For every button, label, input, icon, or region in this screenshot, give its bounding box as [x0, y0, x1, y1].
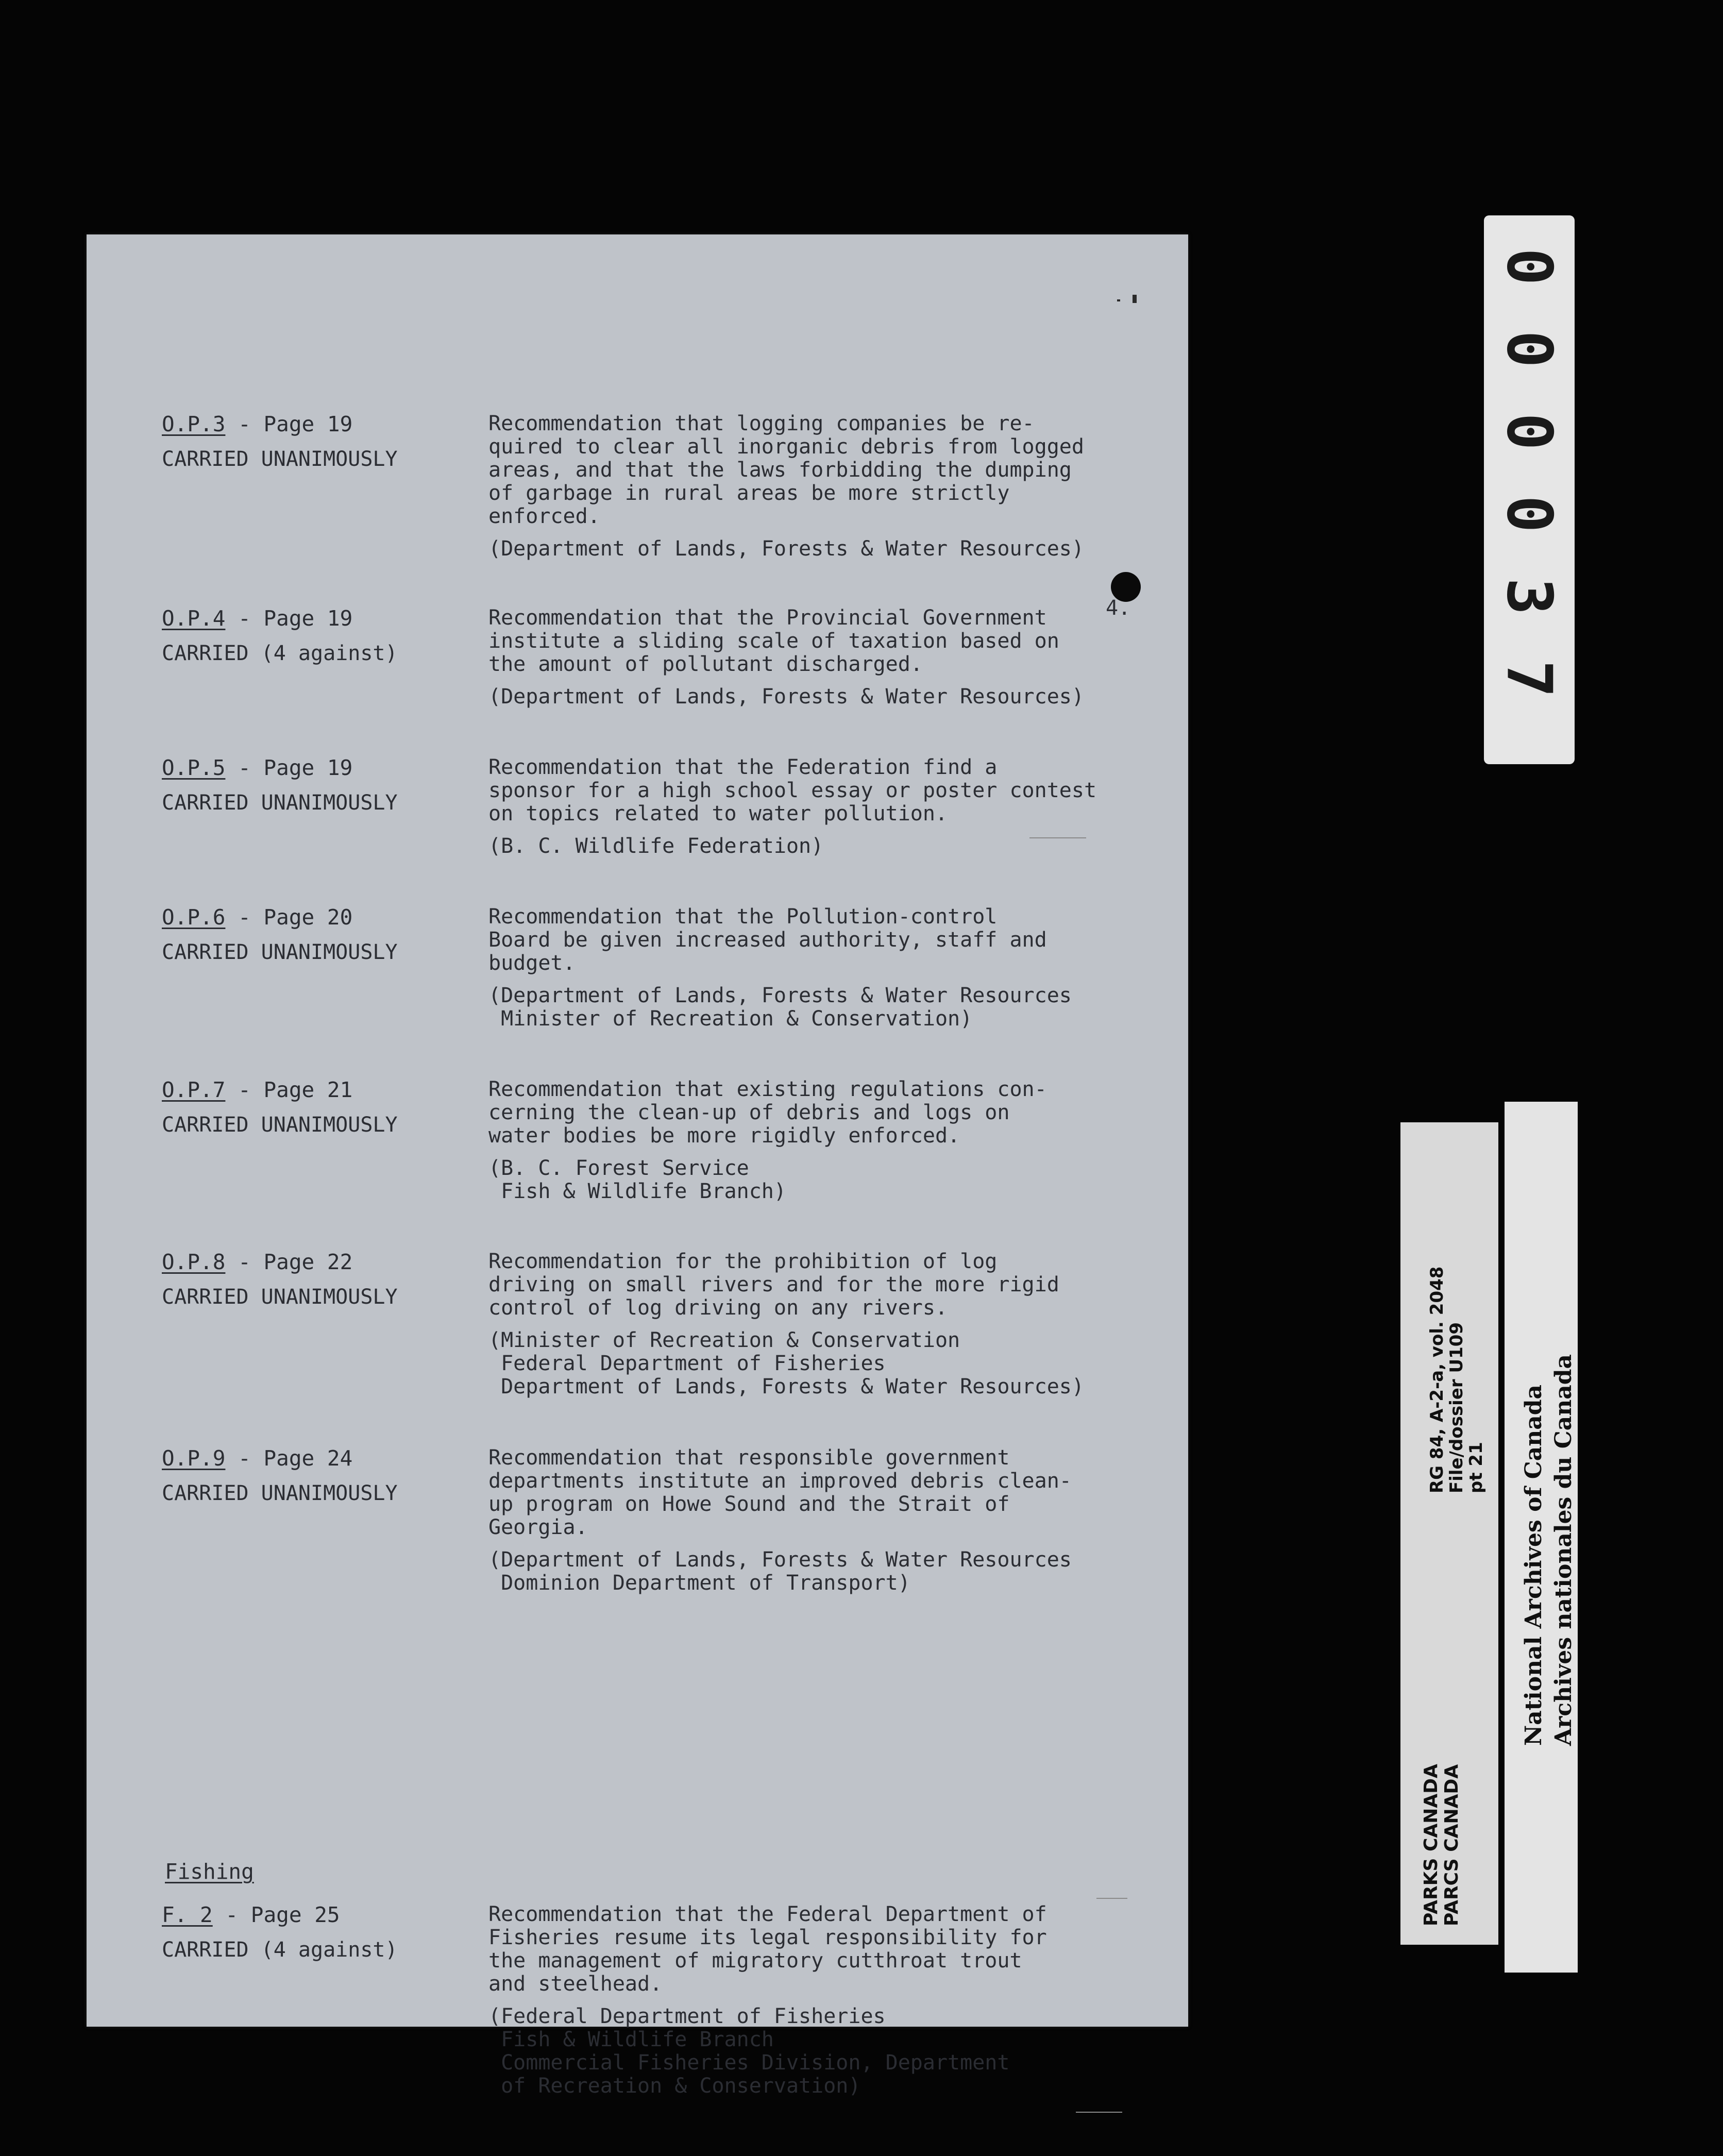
- entry-departments: (B. C. Forest Service Fish & Wildlife Branch): [488, 1156, 786, 1203]
- dust-mark: [1029, 837, 1086, 838]
- frame-number-label: [1484, 215, 1575, 764]
- entry-page-ref: - Page 25: [212, 1902, 340, 1927]
- entry-recommendation: Recommendation that the Pollution-control Board be given increased authority, staff and budget.: [488, 905, 1047, 975]
- entry-status: CARRIED UNANIMOUSLY: [162, 1481, 398, 1505]
- page-number: 4.: [1106, 596, 1131, 620]
- section-heading: Fishing: [165, 1859, 254, 1884]
- entry-code: O.P.9: [162, 1446, 226, 1471]
- entry-code: O.P.3: [162, 412, 226, 436]
- entry-recommendation: Recommendation that existing regulations con- cerning the clean-up of debris and logs on water bodies be more rigidly enforced.: [488, 1077, 1047, 1148]
- frame-digit: 7: [1493, 660, 1565, 698]
- entry-departments: (Minister of Recreation & Conservation Federal Department of Fisheries Department of Lands, Forests & Water Resources): [488, 1328, 1084, 1399]
- entry-recommendation: Recommendation that the Provincial Government institute a sliding scale of taxation based on the amount of pollutant discharged.: [488, 606, 1059, 676]
- entry-code: O.P.8: [162, 1250, 226, 1274]
- document-page: [87, 234, 1188, 2098]
- entry-code: O.P.6: [162, 905, 226, 930]
- parks-canada-label: PARKS CANADA PARCS CANADA: [1421, 1763, 1462, 1926]
- entry-departments: (Department of Lands, Forests & Water Resources Dominion Department of Transport): [488, 1548, 1072, 1595]
- entry-status: CARRIED UNANIMOUSLY: [162, 940, 398, 964]
- entry-ref: [162, 905, 450, 929]
- entry-status: CARRIED UNANIMOUSLY: [162, 447, 398, 471]
- entry-recommendation: Recommendation that responsible government departments institute an improved debris clean- up program on Howe Sound and the Strait of Georgia.: [488, 1446, 1072, 1539]
- entry-page-ref: - Page 19: [225, 412, 353, 436]
- entry-page-ref: - Page 19: [225, 755, 353, 780]
- frame-digit: 3: [1493, 577, 1565, 615]
- national-archives-slip: [1505, 1102, 1578, 1973]
- frame-digit: 0: [1493, 247, 1565, 285]
- speck-mark: [1117, 299, 1120, 301]
- entry-code: O.P.4: [162, 606, 226, 631]
- entry-ref: [162, 1078, 450, 1102]
- entry-status: CARRIED UNANIMOUSLY: [162, 791, 398, 815]
- entry-ref: [162, 756, 450, 780]
- dust-mark: [1076, 2112, 1122, 2113]
- entry-page-ref: - Page 21: [225, 1077, 353, 1102]
- entry-departments: (Federal Department of Fisheries Fish & Wildlife Branch Commercial Fisheries Division, Department of Recreation & Conservation): [488, 2005, 1010, 2098]
- rg-reference: RG 84, A-2-a, vol. 2048 File/dossier U109 pt 21: [1427, 1266, 1486, 1493]
- entry-status: CARRIED UNANIMOUSLY: [162, 1285, 398, 1309]
- national-archives-label: National Archives of Canada Archives nationales du Canada: [1521, 1354, 1577, 1746]
- entry-ref: [162, 1903, 450, 1927]
- entry-ref: [162, 412, 450, 436]
- entry-recommendation: Recommendation for the prohibition of log driving on small rivers and for the more rigid control of log driving on any rivers.: [488, 1250, 1059, 1320]
- entry-code: O.P.5: [162, 755, 226, 780]
- speck-mark: [1133, 295, 1137, 303]
- frame-digit: 0: [1493, 412, 1565, 450]
- entry-page-ref: - Page 24: [225, 1446, 353, 1471]
- entry-departments: (B. C. Wildlife Federation): [488, 834, 824, 858]
- entry-code: F. 2: [162, 1902, 213, 1927]
- entry-status: CARRIED (4 against): [162, 1938, 398, 1962]
- entry-departments: (Department of Lands, Forests & Water Resources): [488, 685, 1084, 709]
- entry-ref: [162, 607, 450, 630]
- entry-ref: [162, 1446, 450, 1470]
- entry-status: CARRIED UNANIMOUSLY: [162, 1113, 398, 1137]
- entry-departments: (Department of Lands, Forests & Water Resources): [488, 537, 1084, 561]
- entry-page-ref: - Page 22: [225, 1250, 353, 1274]
- frame-digit: 0: [1493, 495, 1565, 533]
- entry-recommendation: Recommendation that the Federation find a sponsor for a high school essay or poster contest on topics related to water pollution.: [488, 755, 1097, 826]
- frame-digit: 0: [1493, 330, 1565, 368]
- dust-mark: [1096, 1898, 1127, 1899]
- entry-departments: (Department of Lands, Forests & Water Resources Minister of Recreation & Conservation): [488, 984, 1072, 1031]
- entry-status: CARRIED (4 against): [162, 642, 398, 665]
- entry-page-ref: - Page 19: [225, 606, 353, 631]
- entry-recommendation: Recommendation that logging companies be re- quired to clear all inorganic debris from logged areas, and that the laws forbidding the dumping of garbage in rural areas be more strictly enforced.: [488, 412, 1084, 528]
- entry-ref: [162, 1250, 450, 1274]
- archive-reference-slip: [1400, 1122, 1498, 1945]
- entry-recommendation: Recommendation that the Federal Department of Fisheries resume its legal responsibility for the management of migratory cutthroat trout and steelhead.: [488, 1902, 1047, 1996]
- entry-page-ref: - Page 20: [225, 905, 353, 930]
- entry-code: O.P.7: [162, 1077, 226, 1102]
